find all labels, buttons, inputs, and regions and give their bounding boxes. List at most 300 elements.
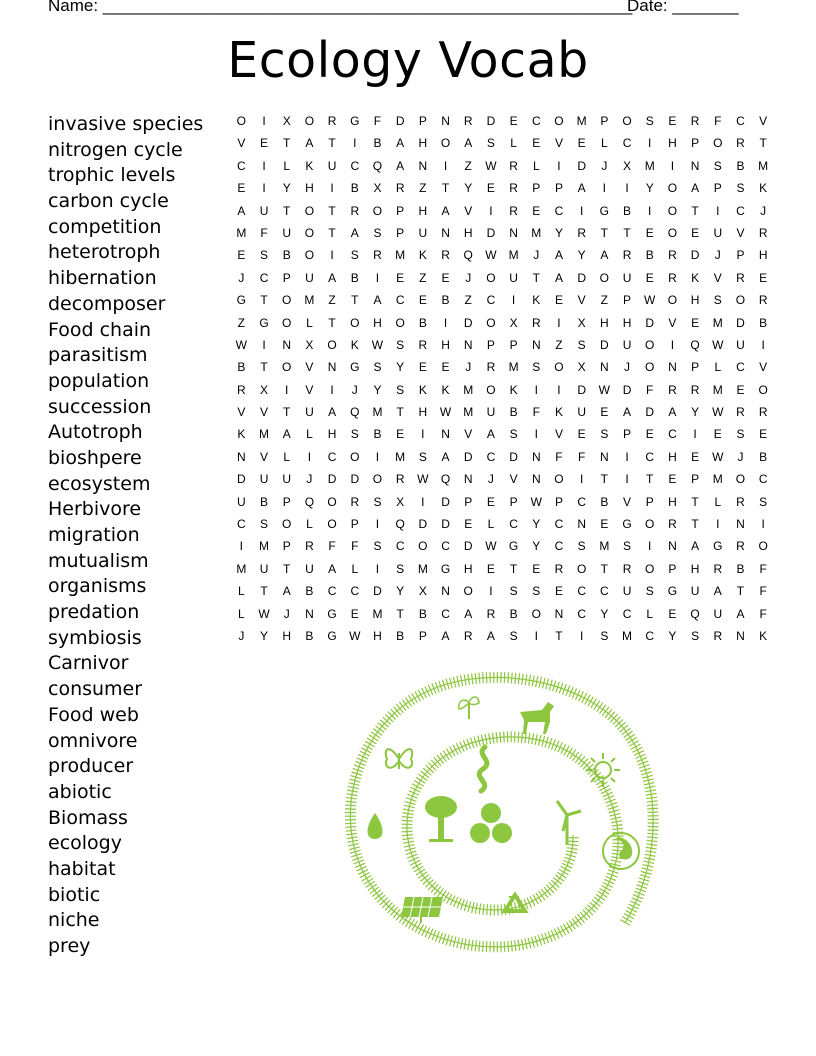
grid-letter[interactable]: E bbox=[486, 181, 495, 196]
grid-letter[interactable]: U bbox=[577, 405, 586, 420]
grid-letter[interactable]: C bbox=[237, 517, 246, 532]
grid-letter[interactable]: W bbox=[349, 628, 361, 643]
grid-letter[interactable]: G bbox=[350, 360, 360, 375]
grid-letter[interactable]: N bbox=[418, 158, 428, 173]
grid-letter[interactable]: T bbox=[691, 494, 699, 509]
grid-letter[interactable]: O bbox=[735, 293, 746, 308]
grid-letter[interactable]: T bbox=[555, 628, 563, 643]
grid-letter[interactable]: E bbox=[554, 293, 563, 308]
grid-letter[interactable]: K bbox=[418, 248, 427, 263]
grid-letter[interactable]: O bbox=[554, 114, 564, 128]
grid-letter[interactable]: R bbox=[509, 203, 518, 218]
grid-letter[interactable]: I bbox=[511, 293, 516, 308]
grid-letter[interactable]: P bbox=[282, 539, 291, 554]
grid-letter[interactable]: U bbox=[622, 270, 632, 285]
grid-letter[interactable]: R bbox=[554, 561, 564, 576]
grid-letter[interactable]: T bbox=[646, 472, 654, 487]
grid-letter[interactable]: M bbox=[712, 315, 723, 330]
grid-letter[interactable]: S bbox=[260, 517, 269, 532]
grid-letter[interactable]: E bbox=[532, 203, 541, 218]
grid-letter[interactable]: L bbox=[487, 517, 495, 532]
grid-letter[interactable]: E bbox=[396, 270, 405, 285]
grid-letter[interactable]: A bbox=[441, 628, 450, 643]
grid-letter[interactable]: F bbox=[373, 114, 382, 128]
grid-letter[interactable]: I bbox=[579, 472, 584, 487]
grid-letter[interactable]: C bbox=[645, 628, 655, 643]
grid-letter[interactable]: C bbox=[395, 539, 405, 554]
grid-letter[interactable]: R bbox=[622, 248, 632, 263]
grid-letter[interactable]: V bbox=[623, 494, 632, 509]
grid-letter[interactable]: T bbox=[441, 181, 450, 196]
grid-letter[interactable]: C bbox=[237, 158, 246, 173]
grid-letter[interactable]: X bbox=[577, 360, 586, 375]
grid-letter[interactable]: M bbox=[259, 427, 270, 442]
grid-letter[interactable]: M bbox=[644, 158, 655, 173]
grid-letter[interactable]: J bbox=[238, 270, 245, 285]
grid-letter[interactable]: Z bbox=[464, 293, 472, 308]
grid-letter[interactable]: E bbox=[237, 181, 246, 196]
grid-letter[interactable]: X bbox=[509, 315, 518, 330]
grid-letter[interactable]: N bbox=[690, 158, 700, 173]
grid-letter[interactable]: B bbox=[282, 248, 291, 263]
grid-letter[interactable]: Q bbox=[304, 494, 315, 509]
grid-letter[interactable]: T bbox=[509, 561, 518, 576]
grid-letter[interactable]: D bbox=[690, 248, 700, 263]
grid-letter[interactable]: Q bbox=[440, 472, 451, 487]
grid-letter[interactable]: O bbox=[622, 114, 632, 128]
grid-letter[interactable]: D bbox=[577, 158, 586, 173]
grid-letter[interactable]: D bbox=[395, 114, 405, 128]
grid-letter[interactable]: B bbox=[305, 584, 314, 599]
grid-letter[interactable]: W bbox=[371, 337, 384, 352]
grid-letter[interactable]: P bbox=[668, 561, 677, 576]
grid-letter[interactable]: S bbox=[713, 293, 722, 308]
grid-letter[interactable]: C bbox=[600, 584, 609, 599]
grid-letter[interactable]: S bbox=[350, 427, 359, 442]
grid-letter[interactable]: S bbox=[350, 248, 359, 263]
grid-letter[interactable]: C bbox=[554, 203, 564, 218]
grid-letter[interactable]: H bbox=[600, 315, 609, 330]
grid-letter[interactable]: H bbox=[441, 337, 450, 352]
grid-letter[interactable]: O bbox=[282, 315, 292, 330]
grid-letter[interactable]: O bbox=[304, 203, 315, 218]
grid-letter[interactable]: R bbox=[668, 517, 677, 532]
grid-letter[interactable]: U bbox=[418, 225, 428, 240]
grid-letter[interactable]: T bbox=[283, 405, 291, 420]
grid-letter[interactable]: B bbox=[509, 606, 518, 621]
grid-letter[interactable]: K bbox=[441, 382, 450, 397]
grid-letter[interactable]: O bbox=[304, 114, 315, 128]
grid-letter[interactable]: A bbox=[486, 427, 495, 442]
grid-letter[interactable]: R bbox=[668, 248, 677, 263]
grid-letter[interactable]: E bbox=[396, 427, 405, 442]
grid-letter[interactable]: O bbox=[304, 225, 315, 240]
grid-letter[interactable]: B bbox=[237, 360, 246, 375]
grid-letter[interactable]: T bbox=[691, 517, 699, 532]
grid-letter[interactable]: M bbox=[463, 405, 474, 420]
grid-letter[interactable]: S bbox=[373, 225, 382, 240]
grid-letter[interactable]: C bbox=[395, 293, 405, 308]
grid-letter[interactable]: E bbox=[600, 517, 609, 532]
grid-letter[interactable]: I bbox=[648, 203, 652, 218]
grid-letter[interactable]: M bbox=[576, 114, 587, 128]
grid-letter[interactable]: T bbox=[283, 561, 291, 576]
grid-letter[interactable]: E bbox=[418, 360, 427, 375]
grid-letter[interactable]: U bbox=[622, 337, 632, 352]
grid-letter[interactable]: A bbox=[713, 584, 722, 599]
grid-letter[interactable]: A bbox=[305, 136, 314, 151]
grid-letter[interactable]: I bbox=[693, 427, 697, 442]
grid-letter[interactable]: M bbox=[531, 225, 542, 240]
grid-letter[interactable]: O bbox=[282, 517, 292, 532]
grid-letter[interactable]: A bbox=[668, 405, 677, 420]
grid-letter[interactable]: V bbox=[759, 360, 768, 375]
grid-letter[interactable]: O bbox=[327, 517, 337, 532]
grid-letter[interactable]: R bbox=[713, 561, 723, 576]
grid-letter[interactable]: I bbox=[421, 427, 425, 442]
grid-letter[interactable]: R bbox=[577, 225, 586, 240]
grid-letter[interactable]: S bbox=[736, 427, 745, 442]
grid-letter[interactable]: I bbox=[579, 203, 584, 218]
grid-letter[interactable]: D bbox=[327, 472, 337, 487]
grid-letter[interactable]: O bbox=[372, 203, 383, 218]
grid-letter[interactable]: B bbox=[759, 449, 768, 464]
grid-letter[interactable]: S bbox=[396, 337, 405, 352]
grid-letter[interactable]: S bbox=[532, 584, 541, 599]
grid-letter[interactable]: R bbox=[463, 114, 473, 128]
grid-letter[interactable]: L bbox=[714, 360, 722, 375]
grid-letter[interactable]: A bbox=[736, 606, 745, 621]
grid-letter[interactable]: W bbox=[485, 248, 497, 263]
grid-letter[interactable]: J bbox=[465, 270, 472, 285]
grid-letter[interactable]: I bbox=[375, 517, 380, 532]
grid-letter[interactable]: N bbox=[531, 472, 541, 487]
grid-letter[interactable]: T bbox=[283, 203, 291, 218]
grid-letter[interactable]: V bbox=[305, 360, 314, 375]
grid-letter[interactable]: C bbox=[736, 114, 745, 128]
grid-letter[interactable]: K bbox=[532, 293, 541, 308]
grid-letter[interactable]: O bbox=[440, 136, 451, 151]
grid-letter[interactable]: S bbox=[600, 628, 609, 643]
grid-letter[interactable]: O bbox=[350, 315, 360, 330]
grid-letter[interactable]: V bbox=[554, 427, 563, 442]
grid-letter[interactable]: T bbox=[623, 225, 631, 240]
grid-letter[interactable]: Y bbox=[668, 628, 677, 643]
grid-letter[interactable]: O bbox=[645, 337, 655, 352]
grid-letter[interactable]: H bbox=[758, 248, 768, 263]
grid-letter[interactable]: U bbox=[690, 584, 700, 599]
grid-letter[interactable]: P bbox=[486, 337, 495, 352]
grid-letter[interactable]: E bbox=[509, 114, 518, 128]
grid-letter[interactable]: R bbox=[509, 158, 518, 173]
grid-letter[interactable]: T bbox=[328, 225, 336, 240]
grid-letter[interactable]: R bbox=[327, 114, 337, 128]
grid-letter[interactable]: L bbox=[510, 136, 517, 151]
grid-letter[interactable]: B bbox=[373, 136, 382, 151]
grid-letter[interactable]: F bbox=[759, 584, 767, 599]
grid-letter[interactable]: Y bbox=[260, 628, 269, 643]
grid-letter[interactable]: Q bbox=[372, 158, 383, 173]
grid-letter[interactable]: V bbox=[554, 136, 563, 151]
grid-letter[interactable]: G bbox=[713, 539, 723, 554]
grid-letter[interactable]: M bbox=[712, 472, 723, 487]
grid-letter[interactable]: E bbox=[237, 248, 246, 263]
grid-letter[interactable]: Y bbox=[600, 606, 609, 621]
grid-letter[interactable]: G bbox=[622, 517, 632, 532]
grid-letter[interactable]: J bbox=[351, 382, 358, 397]
grid-letter[interactable]: Y bbox=[577, 248, 586, 263]
grid-letter[interactable]: C bbox=[486, 449, 496, 464]
grid-letter[interactable]: I bbox=[262, 158, 266, 173]
grid-letter[interactable]: I bbox=[489, 584, 493, 599]
grid-letter[interactable]: N bbox=[463, 337, 473, 352]
grid-letter[interactable]: D bbox=[237, 472, 246, 487]
grid-letter[interactable]: C bbox=[509, 517, 518, 532]
grid-letter[interactable]: D bbox=[577, 382, 586, 397]
grid-letter[interactable]: W bbox=[598, 382, 610, 397]
grid-letter[interactable]: E bbox=[532, 561, 541, 576]
grid-letter[interactable]: C bbox=[577, 584, 586, 599]
grid-letter[interactable]: I bbox=[262, 337, 266, 352]
grid-letter[interactable]: P bbox=[691, 136, 700, 151]
grid-letter[interactable]: T bbox=[600, 225, 609, 240]
grid-letter[interactable]: T bbox=[759, 136, 767, 151]
grid-letter[interactable]: C bbox=[259, 270, 269, 285]
grid-letter[interactable]: D bbox=[418, 517, 428, 532]
grid-letter[interactable]: E bbox=[668, 606, 677, 621]
grid-letter[interactable]: S bbox=[509, 584, 518, 599]
grid-letter[interactable]: O bbox=[327, 494, 337, 509]
grid-letter[interactable]: W bbox=[712, 405, 724, 420]
grid-letter[interactable]: I bbox=[534, 427, 538, 442]
grid-letter[interactable]: P bbox=[464, 494, 473, 509]
grid-letter[interactable]: I bbox=[648, 136, 652, 151]
grid-letter[interactable]: O bbox=[372, 472, 383, 487]
grid-letter[interactable]: P bbox=[396, 203, 405, 218]
grid-letter[interactable]: C bbox=[668, 427, 677, 442]
grid-letter[interactable]: M bbox=[395, 248, 406, 263]
grid-letter[interactable]: R bbox=[668, 270, 677, 285]
grid-letter[interactable]: A bbox=[328, 561, 337, 576]
grid-letter[interactable]: R bbox=[486, 360, 496, 375]
grid-letter[interactable]: F bbox=[714, 114, 722, 128]
grid-letter[interactable]: B bbox=[759, 315, 768, 330]
grid-letter[interactable]: H bbox=[418, 405, 428, 420]
grid-letter[interactable]: A bbox=[441, 203, 450, 218]
grid-letter[interactable]: I bbox=[625, 449, 629, 464]
grid-letter[interactable]: I bbox=[262, 114, 266, 128]
grid-letter[interactable]: R bbox=[509, 181, 518, 196]
grid-letter[interactable]: K bbox=[350, 337, 359, 352]
grid-letter[interactable]: X bbox=[396, 494, 405, 509]
grid-letter[interactable]: D bbox=[577, 270, 586, 285]
grid-letter[interactable]: H bbox=[373, 315, 382, 330]
grid-letter[interactable]: R bbox=[758, 293, 768, 308]
grid-letter[interactable]: O bbox=[645, 360, 655, 375]
grid-letter[interactable]: Z bbox=[419, 181, 427, 196]
grid-letter[interactable]: V bbox=[577, 293, 586, 308]
grid-letter[interactable]: L bbox=[601, 136, 608, 151]
grid-letter[interactable]: Y bbox=[554, 225, 563, 240]
grid-letter[interactable]: E bbox=[691, 315, 700, 330]
grid-letter[interactable]: E bbox=[554, 584, 563, 599]
grid-letter[interactable]: C bbox=[758, 472, 768, 487]
grid-letter[interactable]: P bbox=[418, 114, 427, 128]
grid-letter[interactable]: A bbox=[486, 628, 495, 643]
grid-letter[interactable]: J bbox=[487, 472, 494, 487]
grid-letter[interactable]: B bbox=[509, 405, 518, 420]
grid-letter[interactable]: R bbox=[350, 203, 360, 218]
grid-letter[interactable]: R bbox=[463, 628, 473, 643]
grid-letter[interactable]: Q bbox=[350, 405, 360, 420]
grid-letter[interactable]: H bbox=[305, 181, 314, 196]
grid-letter[interactable]: Z bbox=[600, 293, 609, 308]
grid-letter[interactable]: G bbox=[327, 628, 337, 643]
grid-letter[interactable]: K bbox=[691, 270, 700, 285]
grid-letter[interactable]: S bbox=[645, 584, 654, 599]
grid-letter[interactable]: C bbox=[441, 539, 450, 554]
grid-letter[interactable]: C bbox=[736, 203, 745, 218]
grid-letter[interactable]: I bbox=[330, 248, 334, 263]
grid-letter[interactable]: D bbox=[463, 315, 473, 330]
grid-letter[interactable]: B bbox=[623, 203, 632, 218]
grid-letter[interactable]: W bbox=[235, 337, 247, 352]
grid-letter[interactable]: A bbox=[328, 405, 337, 420]
grid-letter[interactable]: P bbox=[532, 181, 541, 196]
grid-letter[interactable]: S bbox=[691, 628, 700, 643]
grid-letter[interactable]: I bbox=[375, 270, 380, 285]
grid-letter[interactable]: B bbox=[736, 158, 745, 173]
grid-letter[interactable]: K bbox=[554, 405, 563, 420]
grid-letter[interactable]: S bbox=[373, 360, 382, 375]
grid-letter[interactable]: I bbox=[579, 628, 584, 643]
grid-letter[interactable]: A bbox=[373, 293, 382, 308]
grid-letter[interactable]: I bbox=[489, 203, 493, 218]
grid-letter[interactable]: E bbox=[600, 405, 609, 420]
grid-letter[interactable]: S bbox=[577, 337, 586, 352]
grid-letter[interactable]: K bbox=[509, 382, 518, 397]
grid-letter[interactable]: R bbox=[736, 539, 745, 554]
grid-letter[interactable]: T bbox=[600, 472, 609, 487]
grid-letter[interactable]: I bbox=[648, 539, 652, 554]
grid-letter[interactable]: S bbox=[373, 539, 382, 554]
grid-letter[interactable]: K bbox=[305, 158, 314, 173]
grid-letter[interactable]: T bbox=[260, 360, 268, 375]
grid-letter[interactable]: F bbox=[260, 225, 268, 240]
grid-letter[interactable]: U bbox=[282, 225, 292, 240]
grid-letter[interactable]: H bbox=[622, 315, 632, 330]
grid-letter[interactable]: N bbox=[600, 360, 609, 375]
grid-letter[interactable]: H bbox=[282, 628, 292, 643]
grid-letter[interactable]: J bbox=[238, 628, 245, 643]
grid-letter[interactable]: X bbox=[623, 158, 632, 173]
grid-letter[interactable]: O bbox=[735, 472, 746, 487]
grid-letter[interactable]: Y bbox=[464, 181, 473, 196]
grid-letter[interactable]: R bbox=[690, 382, 700, 397]
grid-letter[interactable]: P bbox=[691, 472, 700, 487]
grid-letter[interactable]: I bbox=[375, 561, 380, 576]
grid-letter[interactable]: O bbox=[645, 561, 655, 576]
grid-letter[interactable]: U bbox=[327, 158, 337, 173]
grid-letter[interactable]: R bbox=[373, 248, 382, 263]
grid-letter[interactable]: I bbox=[625, 472, 629, 487]
grid-letter[interactable]: N bbox=[600, 449, 609, 464]
grid-letter[interactable]: T bbox=[351, 293, 359, 308]
grid-letter[interactable]: V bbox=[736, 225, 745, 240]
grid-letter[interactable]: E bbox=[577, 136, 586, 151]
grid-letter[interactable]: I bbox=[353, 136, 357, 151]
grid-letter[interactable]: N bbox=[668, 360, 677, 375]
grid-letter[interactable]: P bbox=[554, 181, 563, 196]
grid-letter[interactable]: J bbox=[714, 248, 721, 263]
grid-letter[interactable]: O bbox=[713, 136, 723, 151]
grid-letter[interactable]: K bbox=[759, 628, 768, 643]
grid-letter[interactable]: L bbox=[283, 449, 291, 464]
grid-letter[interactable]: Y bbox=[396, 584, 405, 599]
grid-letter[interactable]: V bbox=[260, 449, 269, 464]
grid-letter[interactable]: L bbox=[238, 584, 245, 599]
grid-letter[interactable]: E bbox=[691, 449, 700, 464]
grid-letter[interactable]: N bbox=[237, 449, 246, 464]
grid-letter[interactable]: N bbox=[554, 606, 564, 621]
grid-letter[interactable]: W bbox=[258, 606, 270, 621]
grid-letter[interactable]: V bbox=[237, 136, 246, 151]
grid-letter[interactable]: W bbox=[485, 539, 497, 554]
grid-letter[interactable]: O bbox=[486, 382, 496, 397]
grid-letter[interactable]: A bbox=[464, 136, 473, 151]
grid-letter[interactable]: U bbox=[259, 203, 269, 218]
grid-letter[interactable]: N bbox=[441, 114, 450, 128]
grid-letter[interactable]: O bbox=[304, 248, 315, 263]
grid-letter[interactable]: N bbox=[327, 360, 337, 375]
grid-letter[interactable]: A bbox=[623, 405, 632, 420]
grid-letter[interactable]: R bbox=[736, 270, 745, 285]
grid-letter[interactable]: T bbox=[532, 270, 540, 285]
grid-letter[interactable]: L bbox=[306, 427, 313, 442]
grid-letter[interactable]: O bbox=[576, 561, 587, 576]
grid-letter[interactable]: V bbox=[260, 405, 269, 420]
grid-letter[interactable]: I bbox=[625, 181, 629, 196]
grid-letter[interactable]: S bbox=[418, 449, 427, 464]
grid-letter[interactable]: O bbox=[486, 315, 496, 330]
grid-letter[interactable]: I bbox=[443, 315, 448, 330]
grid-letter[interactable]: W bbox=[712, 337, 724, 352]
grid-letter[interactable]: L bbox=[238, 606, 245, 621]
grid-letter[interactable]: B bbox=[350, 181, 359, 196]
grid-letter[interactable]: E bbox=[441, 360, 450, 375]
grid-letter[interactable]: B bbox=[418, 606, 427, 621]
grid-letter[interactable]: M bbox=[304, 293, 315, 308]
grid-letter[interactable]: M bbox=[758, 158, 769, 173]
grid-letter[interactable]: O bbox=[463, 584, 473, 599]
grid-letter[interactable]: N bbox=[305, 606, 314, 621]
grid-letter[interactable]: O bbox=[554, 360, 564, 375]
grid-letter[interactable]: P bbox=[600, 114, 609, 128]
grid-letter[interactable]: C bbox=[554, 539, 564, 554]
grid-letter[interactable]: H bbox=[690, 561, 700, 576]
grid-letter[interactable]: R bbox=[758, 225, 768, 240]
grid-letter[interactable]: M bbox=[372, 405, 383, 420]
grid-letter[interactable]: F bbox=[577, 449, 586, 464]
grid-letter[interactable]: V bbox=[759, 114, 768, 128]
grid-letter[interactable]: U bbox=[486, 405, 496, 420]
grid-letter[interactable]: F bbox=[759, 561, 767, 576]
grid-letter[interactable]: T bbox=[260, 293, 268, 308]
grid-letter[interactable]: M bbox=[236, 225, 247, 240]
grid-letter[interactable]: U bbox=[509, 270, 518, 285]
grid-letter[interactable]: S bbox=[509, 628, 518, 643]
grid-letter[interactable]: Y bbox=[691, 405, 700, 420]
